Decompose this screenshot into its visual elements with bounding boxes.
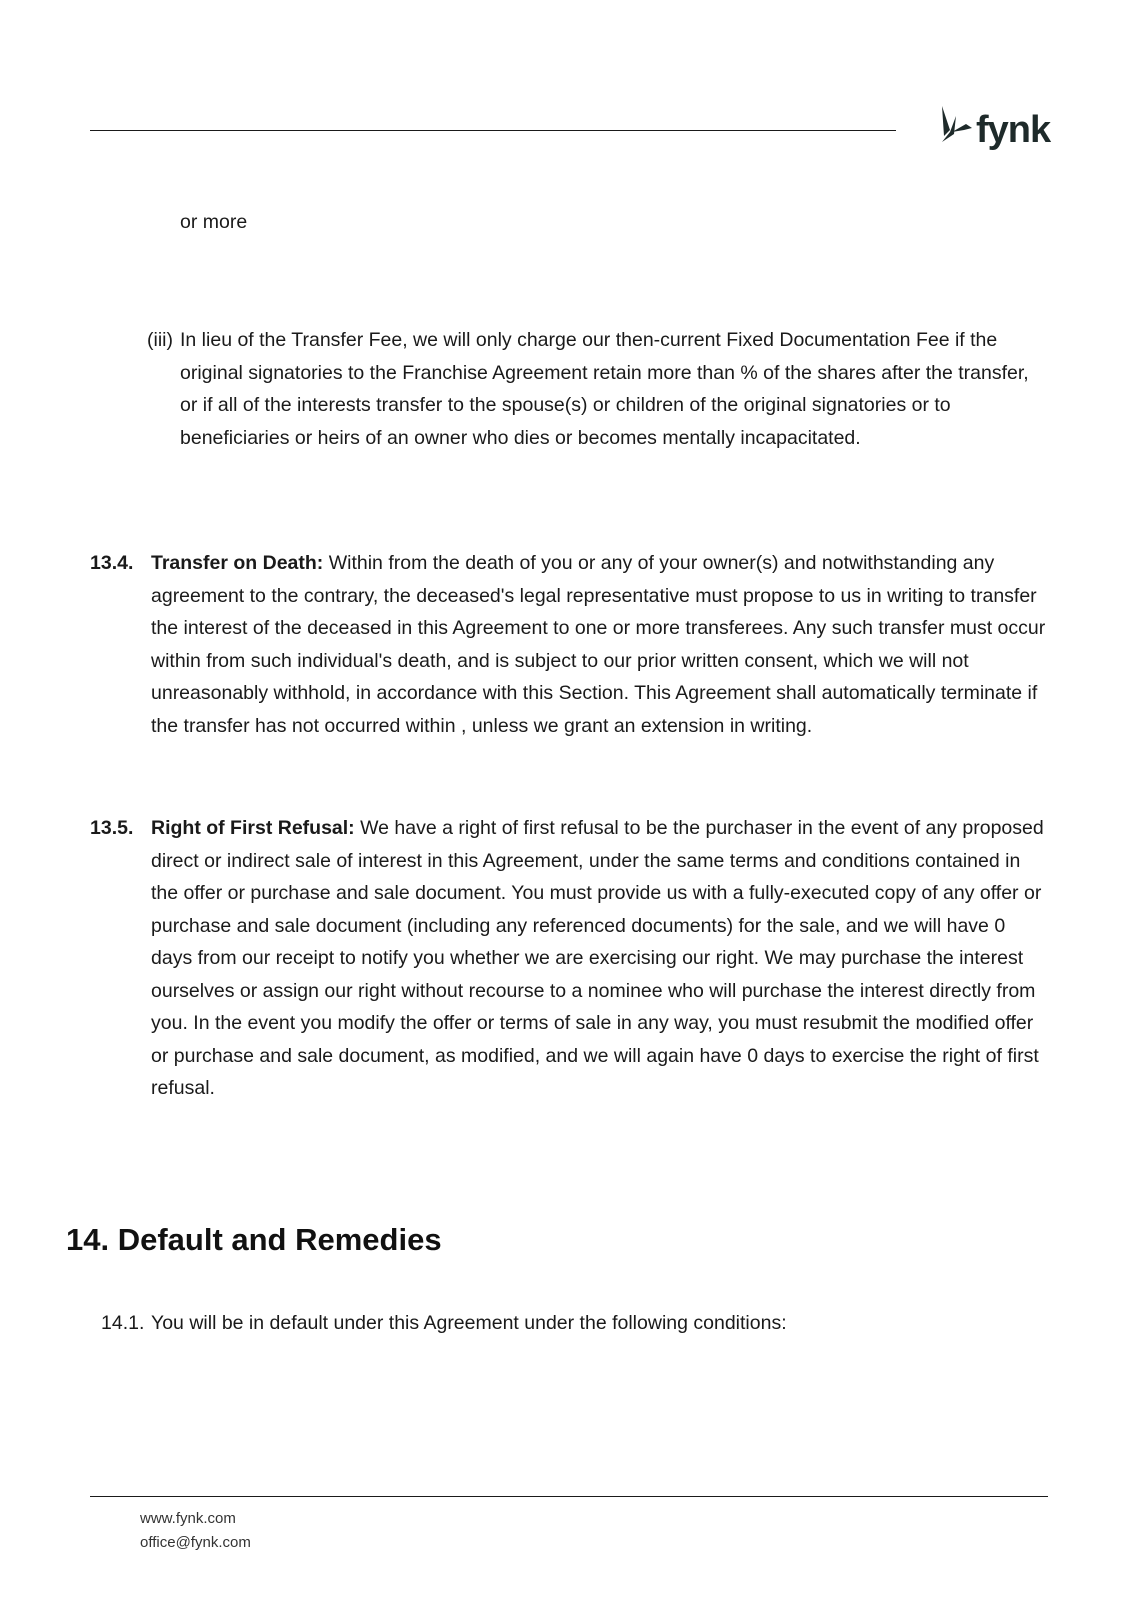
clause-text: You will be in default under this Agreement under the following conditions: xyxy=(151,1312,787,1334)
continued-fragment: or more xyxy=(180,211,248,233)
clause-13-5 xyxy=(90,812,1050,1105)
footer-email-link[interactable]: office@fynk.com xyxy=(140,1534,251,1551)
fynk-brand-text: fynk xyxy=(976,109,1051,151)
fynk-logo xyxy=(920,102,1060,162)
sub-item-text: In lieu of the Transfer Fee, we will only charge our then-current Fixed Documentation Fee if the original signatories to the Franchise Agreement retain more than % of the shares after the transfer, or if all of the interests transfer to the spouse(s) or children of the original signatories or to beneficiaries or heirs of an owner who dies or becomes mentally incapacitated. xyxy=(180,329,1029,449)
clause-title: Transfer on Death: xyxy=(151,552,324,574)
clause-body xyxy=(151,547,1050,742)
clause-14-1 xyxy=(101,1307,1001,1340)
header-divider xyxy=(90,130,896,131)
footer-website-link[interactable]: www.fynk.com xyxy=(140,1510,236,1527)
clause-body xyxy=(151,812,1050,1105)
clause-title: Right of First Refusal: xyxy=(151,817,355,839)
clause-number: 14.1. xyxy=(101,1312,145,1334)
clause-text: We have a right of first refusal to be the purchaser in the event of any proposed direct or indirect sale of interest in this Agreement, under the same terms and conditions contained in the offer or purchase and sale document. You must provide us with a fully-executed copy of any offer or purchase and sale document (including any referenced documents) for the sale, and we will have 0 days from our receipt to notify you whether we are exercising our right. We may purchase the interest ourselves or assign our right without recourse to a nominee who will purchase the interest directly from you. In the event you modify the offer or terms of sale in any way, you must resubmit the modified offer or purchase and sale document, as modified, and we will again have 0 days to exercise the right of first refusal. xyxy=(151,817,1044,1099)
sub-item-number: (iii) xyxy=(147,329,173,351)
clause-13-4 xyxy=(90,547,1050,742)
section-heading-14: 14. Default and Remedies xyxy=(66,1222,442,1257)
clause-text: Within from the death of you or any of your owner(s) and notwithstanding any agreement to the contrary, the deceased's legal representative must propose to us in writing to transfer the interest of the deceased in this Agreement to one or more transferees. Any such transfer must occur within from such individual's death, and is subject to our prior written consent, which we will not unreasonably withhold, in accordance with this Section. This Agreement shall automatically terminate if the transfer has not occurred within , unless we grant an extension in writing. xyxy=(151,552,1046,737)
sub-item-iii xyxy=(147,324,1047,454)
clause-number: 13.5. xyxy=(90,817,134,839)
clause-number: 13.4. xyxy=(90,552,134,574)
footer-divider xyxy=(90,1496,1048,1497)
fynk-bird-logo-icon xyxy=(920,102,976,158)
